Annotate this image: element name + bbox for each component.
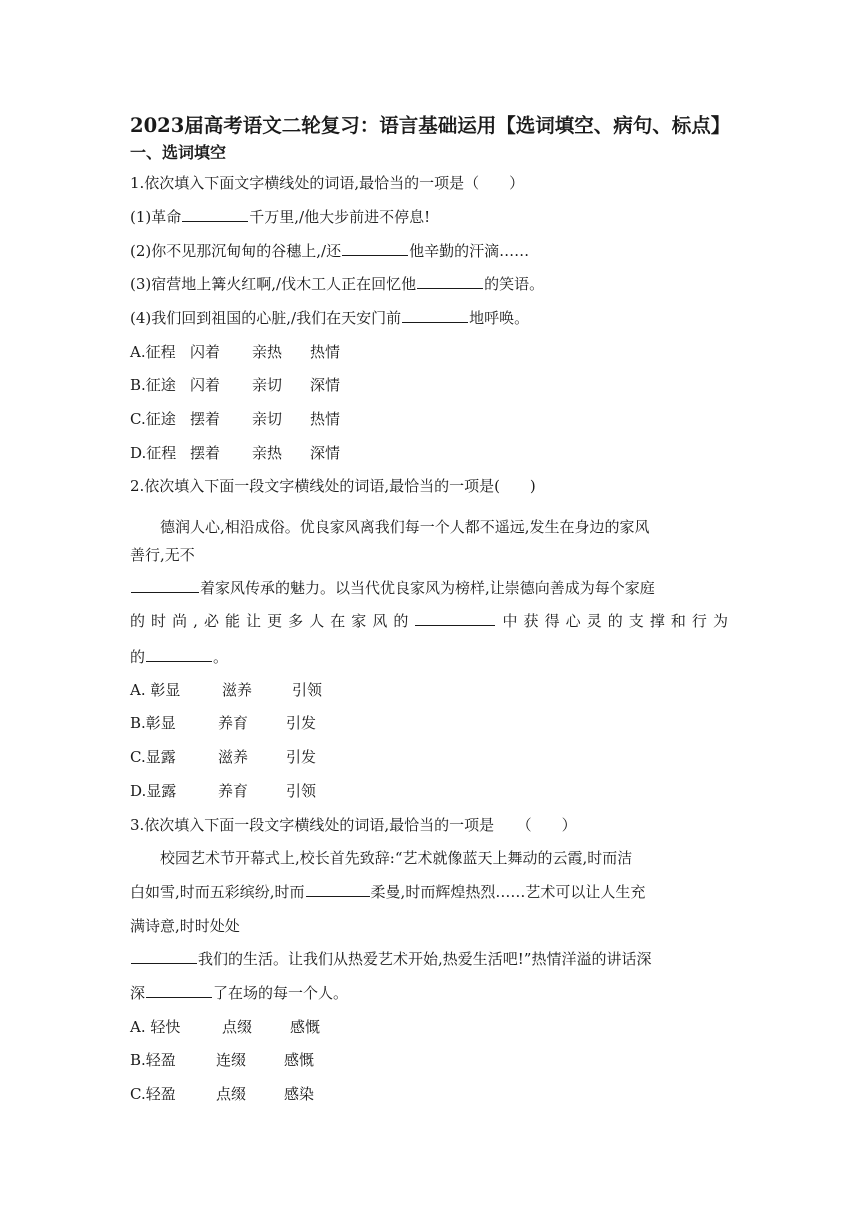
fill-blank[interactable] [342, 241, 408, 256]
option-a[interactable]: A. 彰显 滋养 引领 [130, 681, 323, 699]
section-heading: 一、选词填空 [130, 143, 227, 162]
option-d[interactable]: D.显露 养育 引领 [130, 782, 317, 800]
question-3-text-3: 满诗意,时时处处 [130, 917, 240, 935]
question-3-text-2: 白如雪,时而五彩缤纷,时而 柔曼,时而辉煌热烈……艺术可以让人生充 [130, 883, 646, 901]
fill-blank[interactable] [131, 949, 197, 964]
fill-blank[interactable] [146, 647, 212, 662]
option-b[interactable]: B.征途 闪着 亲切 深情 [130, 376, 341, 394]
question-1-line-4: (4)我们回到祖国的心脏,/我们在天安门前 地呼唤。 [130, 309, 530, 327]
question-2-text-2: 善行,无不 [130, 546, 195, 564]
question-3-stem: 3.依次填入下面一段文字横线处的词语,最恰当的一项是 （ ） [130, 816, 577, 834]
question-1-line-1: (1)革命 千万里,/他大步前进不停息! [130, 208, 431, 226]
option-b[interactable]: B.彰显 养育 引发 [130, 714, 317, 732]
document-title: 2023届高考语文二轮复习：语言基础运用【选词填空、病句、标点】 [130, 114, 731, 137]
fill-blank[interactable] [402, 308, 468, 323]
question-3-text-5: 深 了在场的每一个人。 [130, 984, 349, 1002]
question-2-text-4: 的时尚,必能让更多人在家风的 中获得心灵的支撑和行为 [130, 612, 728, 630]
fill-blank[interactable] [417, 274, 483, 289]
question-2-stem: 2.依次填入下面一段文字横线处的词语,最恰当的一项是( ) [130, 477, 536, 495]
question-2-text-5: 的 。 [130, 648, 229, 666]
question-2-text-1: 德润人心,相沿成俗。优良家风离我们每一个人都不遥远,发生在身边的家风 [160, 518, 650, 536]
option-d[interactable]: D.征程 摆着 亲热 深情 [130, 444, 341, 462]
question-2-text-3: 着家风传承的魅力。以当代优良家风为榜样,让崇德向善成为每个家庭 [130, 578, 655, 598]
question-3-text-1: 校园艺术节开幕式上,校长首先致辞:“艺术就像蓝天上舞动的云霞,时而洁 [160, 849, 633, 867]
option-c[interactable]: C.征途 摆着 亲切 热情 [130, 410, 341, 428]
question-1-line-2: (2)你不见那沉甸甸的谷穗上,/还 他辛勤的汗滴…… [130, 242, 530, 260]
option-a[interactable]: A. 轻快 点缀 感慨 [130, 1018, 321, 1036]
question-3-text-4: 我们的生活。让我们从热爱艺术开始,热爱生活吧!”热情洋溢的讲话深 [130, 949, 651, 969]
option-c[interactable]: C.轻盈 点缀 感染 [130, 1085, 315, 1103]
question-1-stem: 1.依次填入下面文字横线处的词语,最恰当的一项是（ ） [130, 174, 525, 192]
option-a[interactable]: A.征程 闪着 亲热 热情 [130, 343, 341, 361]
fill-blank[interactable] [182, 207, 248, 222]
fill-blank[interactable] [415, 611, 495, 626]
fill-blank[interactable] [146, 983, 212, 998]
option-b[interactable]: B.轻盈 连缀 感慨 [130, 1051, 315, 1069]
option-c[interactable]: C.显露 滋养 引发 [130, 748, 317, 766]
fill-blank[interactable] [131, 578, 199, 593]
fill-blank[interactable] [306, 882, 370, 897]
question-1-line-3: (3)宿营地上篝火红啊,/伐木工人正在回忆他 的笑语。 [130, 275, 545, 293]
